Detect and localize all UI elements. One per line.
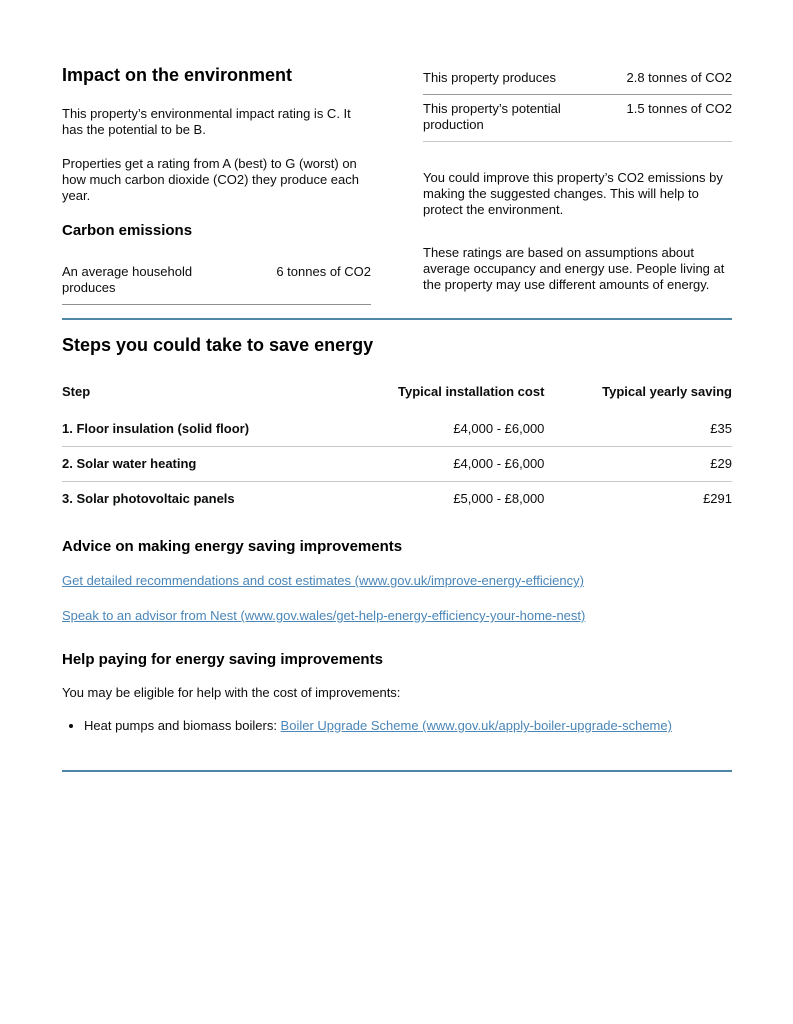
improve-co2-paragraph: You could improve this property’s CO2 emissions by making the suggested changes. This will help to protect the environment. xyxy=(423,170,723,217)
boiler-upgrade-scheme-link[interactable]: Boiler Upgrade Scheme (www.gov.uk/apply-boiler-upgrade-scheme) xyxy=(280,718,672,733)
table-row xyxy=(62,447,732,482)
potential-production-value: 1.5 tonnes of CO2 xyxy=(593,95,732,142)
step-saving: £291 xyxy=(703,491,732,506)
step-name: 1. Floor insulation (solid floor) xyxy=(62,412,397,447)
improve-energy-efficiency-link[interactable]: Get detailed recommendations and cost estimates (www.gov.uk/improve-energy-efficiency) xyxy=(62,573,584,588)
column-header-saving: Typical yearly saving xyxy=(602,384,732,399)
help-bullet-prefix: Heat pumps and biomass boilers: xyxy=(84,718,281,733)
average-household-table xyxy=(62,258,371,305)
steps-section-title: Steps you could take to save energy xyxy=(62,335,374,355)
advice-link-line xyxy=(62,607,732,625)
environment-right-column xyxy=(423,64,732,305)
steps-table xyxy=(62,384,732,516)
average-household-label: An average household produces xyxy=(62,258,232,305)
section-divider xyxy=(62,318,732,320)
step-saving: £35 xyxy=(544,412,732,447)
environment-section-title: Impact on the environment xyxy=(62,65,293,85)
property-co2-table xyxy=(423,64,732,142)
column-header-step: Step xyxy=(62,384,91,399)
average-household-value: 6 tonnes of CO2 xyxy=(232,258,371,305)
step-name: 3. Solar photovoltaic panels xyxy=(62,491,235,506)
step-cost: £5,000 - £8,000 xyxy=(453,491,545,506)
property-produces-value: 2.8 tonnes of CO2 xyxy=(593,64,732,95)
step-name: 2. Solar water heating xyxy=(62,447,397,482)
carbon-emissions-title: Carbon emissions xyxy=(62,222,193,239)
help-intro: You may be eligible for help with the cost of improvements: xyxy=(62,685,401,700)
help-title: Help paying for energy saving improvements xyxy=(62,651,383,668)
steps-table-header-row xyxy=(62,384,732,412)
section-divider xyxy=(62,770,732,772)
step-saving: £29 xyxy=(544,447,732,482)
help-block xyxy=(62,651,732,734)
step-cost: £4,000 - £6,000 xyxy=(397,412,544,447)
environment-left-column xyxy=(62,64,371,305)
environment-paragraph-rating: This property’s environmental impact rating is C. It has the potential to be B. xyxy=(62,106,351,137)
table-row xyxy=(62,412,732,447)
environment-section xyxy=(62,64,732,305)
steps-section xyxy=(62,334,732,772)
ratings-assumptions-paragraph: These ratings are based on assumptions about average occupancy and energy use. People living at the property may use different amounts of energy. xyxy=(423,245,725,292)
table-row xyxy=(423,64,732,95)
advice-title: Advice on making energy saving improvements xyxy=(62,538,403,555)
environment-paragraph-scale: Properties get a rating from A (best) to G (worst) on how much carbon dioxide (CO2) they produce each year. xyxy=(62,156,359,203)
advice-block xyxy=(62,538,732,625)
table-row xyxy=(423,95,732,142)
nest-advisor-link[interactable]: Speak to an advisor from Nest (www.gov.wales/get-help-energy-efficiency-your-home-nest) xyxy=(62,608,586,623)
table-row xyxy=(62,482,732,517)
help-list xyxy=(84,718,732,734)
advice-link-line xyxy=(62,572,732,590)
list-item xyxy=(84,718,732,734)
property-produces-label: This property produces xyxy=(423,64,593,95)
step-cost: £4,000 - £6,000 xyxy=(397,447,544,482)
table-row xyxy=(62,258,371,305)
column-header-cost: Typical installation cost xyxy=(398,384,545,399)
potential-production-label: This property’s potential production xyxy=(423,95,593,142)
